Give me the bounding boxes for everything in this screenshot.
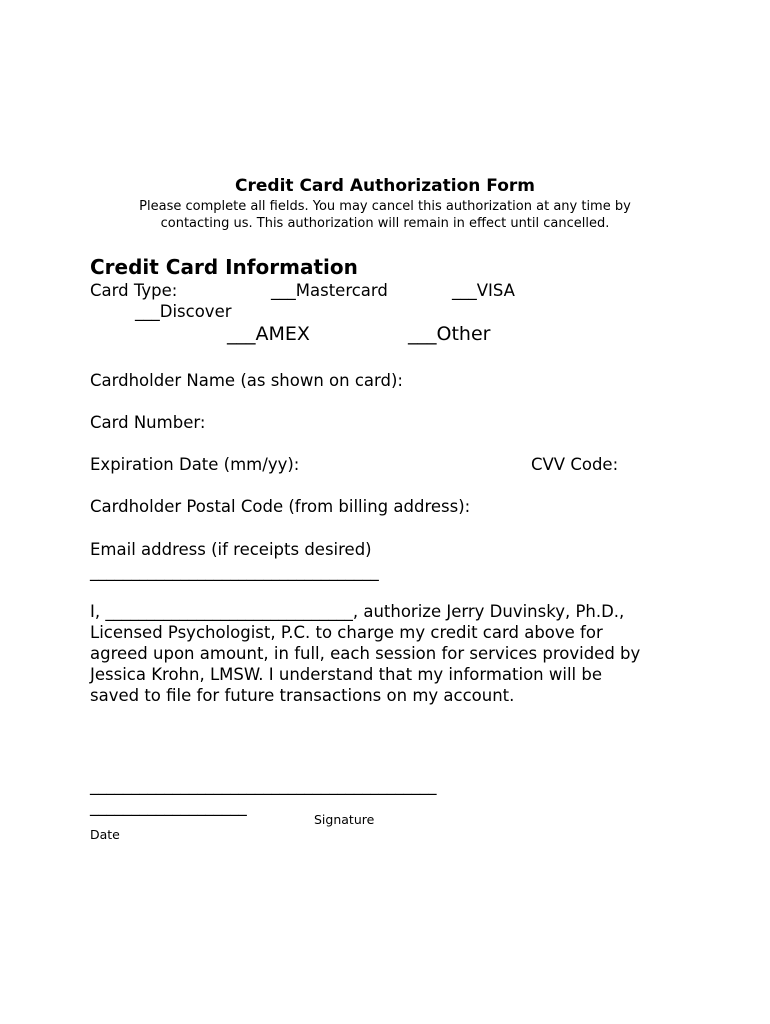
authorization-line-1: I, ______________________________, authorize Jerry Duvinsky, Ph.D.,	[90, 602, 625, 621]
authorization-line-2: Licensed Psychologist, P.C. to charge my credit card above for	[90, 623, 603, 642]
signature-entry-line[interactable]: __________________________________________	[90, 776, 437, 795]
cardholder-name-label: Cardholder Name (as shown on card):	[90, 371, 403, 390]
instructions-line-1: Please complete all fields. You may cancel this authorization at any time by	[139, 199, 631, 214]
authorization-statement	[90, 601, 690, 706]
authorization-line-5: saved to file for future transactions on my account.	[90, 686, 515, 705]
postal-code-label: Cardholder Postal Code (from billing address):	[90, 497, 471, 516]
instructions-line-2: contacting us. This authorization will remain in effect until cancelled.	[160, 216, 610, 231]
card-type-option-other[interactable]: ___Other	[408, 323, 491, 345]
form-instructions	[0, 198, 770, 232]
date-label: Date	[90, 827, 120, 842]
card-type-option-discover[interactable]: ___Discover	[135, 302, 232, 321]
cvv-code-label: CVV Code:	[531, 455, 619, 474]
card-type-option-mastercard[interactable]: ___Mastercard	[271, 281, 388, 300]
signature-label: Signature	[314, 812, 375, 827]
card-type-option-amex[interactable]: ___AMEX	[227, 323, 310, 345]
card-type-label: Card Type:	[90, 281, 178, 300]
email-entry-line[interactable]: ___________________________________	[90, 562, 379, 581]
authorization-line-4: Jessica Krohn, LMSW. I understand that my information will be	[90, 665, 602, 684]
date-entry-line[interactable]: ___________________	[90, 797, 247, 816]
section-heading-credit-card-information: Credit Card Information	[90, 255, 358, 279]
authorization-line-3: agreed upon amount, in full, each session for services provided by	[90, 644, 641, 663]
expiration-date-label: Expiration Date (mm/yy):	[90, 455, 300, 474]
card-number-label: Card Number:	[90, 413, 206, 432]
form-title: Credit Card Authorization Form	[235, 176, 535, 196]
card-type-option-visa[interactable]: ___VISA	[452, 281, 515, 300]
email-label: Email address (if receipts desired)	[90, 540, 372, 559]
